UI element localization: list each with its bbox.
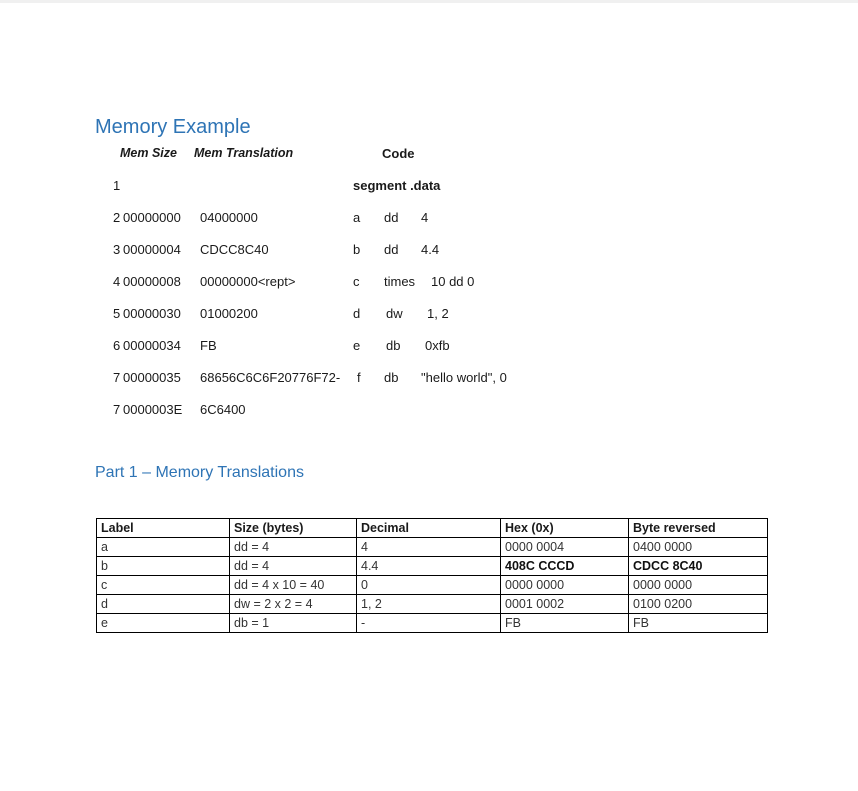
- segment-directive: segment .data: [353, 178, 441, 193]
- header-mem-size: Mem Size: [120, 146, 177, 160]
- line-label: d: [353, 306, 361, 321]
- section-title: Part 1 – Memory Translations: [95, 464, 304, 481]
- line-address: 00000000: [123, 210, 181, 225]
- line-hex: 68656C6C6F20776F72-: [200, 370, 341, 385]
- line-directive: db: [384, 370, 399, 385]
- cell-size: db = 1: [230, 614, 357, 633]
- cell-decimal: 4.4: [357, 557, 501, 576]
- header-mem-translation: Mem Translation: [194, 146, 294, 160]
- cell-byte-reversed: CDCC 8C40: [629, 557, 768, 576]
- line-number: 7: [113, 402, 121, 417]
- line-value: "hello world", 0: [421, 370, 507, 385]
- cell-byte-reversed: FB: [629, 614, 768, 633]
- column-header-byte-reversed: Byte reversed: [629, 519, 768, 538]
- cell-byte-reversed: 0400 0000: [629, 538, 768, 557]
- line-number: 7: [113, 370, 121, 385]
- line-address: 00000030: [123, 306, 181, 321]
- line-value: 4: [421, 210, 429, 225]
- line-hex: CDCC8C40: [200, 242, 269, 257]
- table-row: [97, 576, 768, 595]
- line-directive: dd: [384, 210, 399, 225]
- page-title: Memory Example: [95, 116, 251, 138]
- line-hex: FB: [200, 338, 217, 353]
- table-row: [97, 557, 768, 576]
- cell-size: dd = 4: [230, 538, 357, 557]
- cell-hex: 0000 0000: [501, 576, 629, 595]
- cell-label: c: [97, 576, 230, 595]
- table-row: [97, 595, 768, 614]
- line-address: 00000034: [123, 338, 181, 353]
- column-header-hex: Hex (0x): [501, 519, 629, 538]
- cell-decimal: 0: [357, 576, 501, 595]
- line-number: 1: [113, 178, 121, 193]
- table-row: [97, 538, 768, 557]
- cell-label: e: [97, 614, 230, 633]
- line-directive: dd: [384, 242, 399, 257]
- cell-decimal: -: [357, 614, 501, 633]
- cell-decimal: 4: [357, 538, 501, 557]
- cell-hex: FB: [501, 614, 629, 633]
- column-header-decimal: Decimal: [357, 519, 501, 538]
- cell-label: d: [97, 595, 230, 614]
- line-label: a: [353, 210, 361, 225]
- line-label: f: [357, 370, 361, 385]
- cell-hex: 408C CCCD: [501, 557, 629, 576]
- cell-byte-reversed: 0100 0200: [629, 595, 768, 614]
- cell-hex: 0000 0004: [501, 538, 629, 557]
- line-hex: 01000200: [200, 306, 258, 321]
- line-directive: times: [384, 274, 416, 289]
- line-address: 00000004: [123, 242, 181, 257]
- line-address: 00000035: [123, 370, 181, 385]
- cell-size: dw = 2 x 2 = 4: [230, 595, 357, 614]
- header-code: Code: [382, 146, 415, 161]
- line-value: 4.4: [421, 242, 440, 257]
- line-number: 3: [113, 242, 121, 257]
- line-directive: db: [386, 338, 401, 353]
- line-value: 0xfb: [425, 338, 450, 353]
- line-value: 10 dd 0: [431, 274, 475, 289]
- line-number: 6: [113, 338, 121, 353]
- line-directive: dw: [386, 306, 403, 321]
- line-hex: 00000000<rept>: [200, 274, 296, 289]
- line-address: 00000008: [123, 274, 181, 289]
- page-top-border: [0, 0, 858, 3]
- column-header-label: Label: [97, 519, 230, 538]
- table-row: [97, 614, 768, 633]
- cell-hex: 0001 0002: [501, 595, 629, 614]
- line-number: 4: [113, 274, 121, 289]
- cell-label: b: [97, 557, 230, 576]
- line-address: 0000003E: [123, 402, 183, 417]
- line-hex: 6C6400: [200, 402, 246, 417]
- memory-translation-table: [96, 518, 768, 633]
- cell-label: a: [97, 538, 230, 557]
- line-number: 5: [113, 306, 121, 321]
- cell-byte-reversed: 0000 0000: [629, 576, 768, 595]
- line-label: e: [353, 338, 361, 353]
- cell-size: dd = 4: [230, 557, 357, 576]
- column-header-size: Size (bytes): [230, 519, 357, 538]
- cell-decimal: 1, 2: [357, 595, 501, 614]
- line-value: 1, 2: [427, 306, 449, 321]
- line-number: 2: [113, 210, 121, 225]
- table-header-row: [97, 519, 768, 538]
- line-label: c: [353, 274, 360, 289]
- cell-size: dd = 4 x 10 = 40: [230, 576, 357, 595]
- line-hex: 04000000: [200, 210, 258, 225]
- line-label: b: [353, 242, 361, 257]
